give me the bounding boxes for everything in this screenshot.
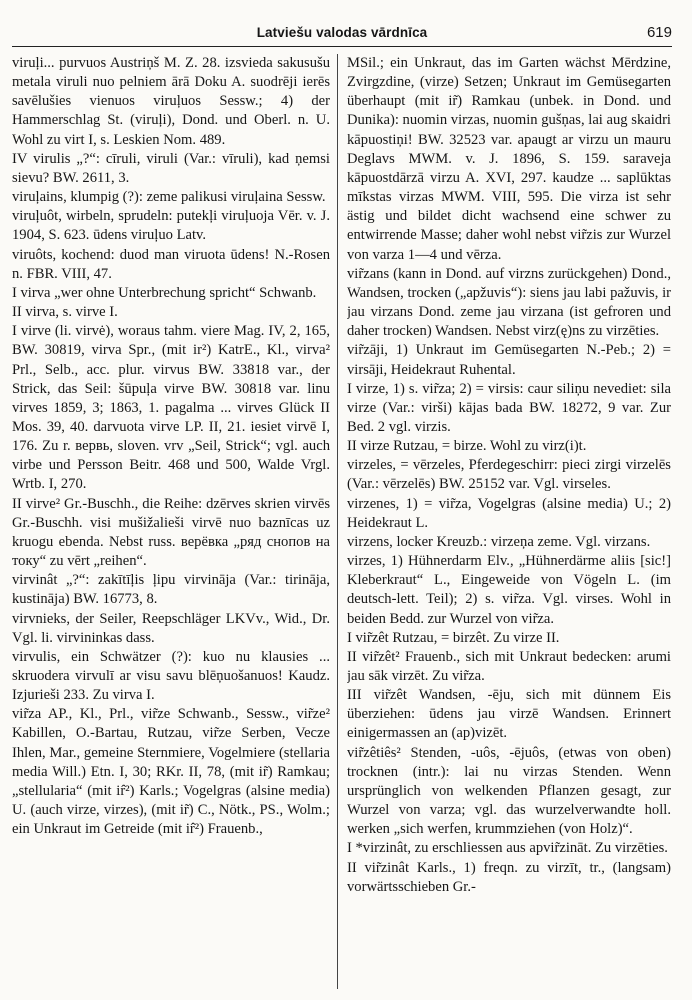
entry-virzaji: vir̃zāji, 1) Unkraut im Gemüsegarten N.-Peb.; 2) = virsāji, Heidekraut Ruhental. xyxy=(347,342,671,378)
entry-virvulis: virvulis, ein Schwätzer (?): kuo nu klausies ... skruodera virvulī ar visu savu blēņuošanuos! Kaudz. Izjurieši 233. Zu virva I. xyxy=(12,648,330,704)
left-column xyxy=(12,54,330,994)
entry-virza-cont: MSil.; ein Unkraut, das im Garten wächst Mērdzine, Zvirgzdine, (virze) Setzen; Unkraut im Gemüsegarten überhaupt (mit ir̃) Ramkau (unbek. in Dond. und Dunika): nuomin virzas, nuomin gušņas, lai aug skaidri kāpuostiņi! BW. 32523 var. apaugt ar virzu un mauru Deglavs MWM. v. J. 1896, S. 159. saraveja kāpuostdārzā virzu A. XVI, 297. kaudze ... saplūktas mīkstas virzas MWM. VIII, 595. Die virza ist sehr ästig und bildet dicht wachsend eine schwer zu entwirrende Masse; daher wohl nebst vir̃zis zur Wurzel von varza 1—4 und vērza. xyxy=(347,55,671,263)
running-title: Latviešu valodas vārdnīca xyxy=(256,25,428,40)
entry-i-virzinat: I *virzinât, zu erschliessen aus apvir̃zināt. Zu virzēties. xyxy=(347,840,668,857)
entry-ii-virze: II virze Rutzau, = birze. Wohl zu virz(i)t. xyxy=(347,438,587,455)
page-number: 619 xyxy=(646,24,672,41)
entry-viruots: viruôts, kochend: duod man viruota ūdens! N.-Rosen n. FBR. VIII, 47. xyxy=(12,246,330,282)
page-header xyxy=(12,22,672,47)
entry-i-virze: I virze, 1) s. vir̃za; 2) = virsis: caur siliņu nevediet: sila virze (Var.: virši) kājas bada BW. 18272, 9 var. Zur Bed. 2 vgl. virzis. xyxy=(347,380,671,435)
entry-i-virve: I virve (li. virvė), woraus tahm. viere Mag. IV, 2, 165, BW. 30819, virva Spr., (mit ir²) KatrE., Kl., virva² Prl., Selb., acc. plur. virvus BW. 33818 var., der Strick, das Seil: šūpuļa virve BW. 30818 var. linu virves 1859, 3; 1863, 1. pagalma ... virves Glück II Mos. 39, 40. darvuota virve LP. II, 21. iesiet virvē I, 176. Zu r. вервь, sloven. vrv „Seil, Strick“; vgl. auch virbe und Persson Beitr. 468 und 500, Walde Vrgl. Wrtb. I, 270. xyxy=(12,323,330,493)
entry-iv-virulis: IV virulis „?“: cīruli, viruli (Var.: vīruli), kad ņemsi sievu? BW. 2611, 3. xyxy=(12,150,330,186)
entry-i-virva: I virva „wer ohne Unterbrechung spricht“ Schwanb. xyxy=(12,284,317,301)
entry-virzeties: vir̃zêtiês² Stenden, -uôs, -ējuôs, (etwas von oben) trocknen (intr.): lai nu virzas Stenden. Wenn ursprünglich von welkenden Pflanzen gesagt, zur Wurzel von varza; vgl. das wurzelverwandte holl. werken „sich werfen, krummziehen (von Holz)“. xyxy=(347,744,671,838)
entry-viruluot: viruļuôt, wirbeln, sprudeln: putekļi viruļuoja Vēr. v. J. 1904, S. 623. ūdens viruļuo Latv. xyxy=(12,208,330,244)
entry-virvinat: virvinât „?“: zakītīļis ļipu virvināja (Var.: tirināja, kustināja) BW. 16773, 8. xyxy=(12,572,330,608)
entry-ii-virzet: II vir̃zêt² Frauenb., sich mit Unkraut bedecken: arumi jau sāk virzēt. Zu vir̃za. xyxy=(347,648,671,684)
entry-ii-virzinat: II vir̃zinât Karls., 1) freqn. zu virzīt, tr., (langsam) vorwärtsschieben Gr.- xyxy=(347,859,671,895)
entry-ii-virva: II virva, s. virve I. xyxy=(12,304,118,321)
entry-virzens: virzens, locker Kreuzb.: virzeņa zeme. Vgl. virzans. xyxy=(347,533,651,550)
right-column xyxy=(347,54,671,994)
entry-virulains: viruļains, klumpig (?): zeme palikusi viruļaina Sessw. xyxy=(12,189,326,206)
entry-virzans: vir̃zans (kann in Dond. auf virzns zurückgehen) Dond., Wandsen, trocken („apžuvis“): siens jau labi pažuvis, ir jau virzans Dond. zeme jau virzana (ist gefroren und daher trocken) Wandsen. Nebst virz(ę)ns zu virzēties. xyxy=(347,265,671,340)
entry-virvnieks: virvnieks, der Seiler, Reepschläger LKVv., Wid., Dr. Vgl. li. virvininkas dass. xyxy=(12,610,330,646)
entry-virzeles: virzeles, = vērzeles, Pferdegeschirr: pieci zirgi virzelēs (Var.: vērzelēs) BW. 25152 var. Vgl. virseles. xyxy=(347,457,671,493)
entry-virzenes: virzenes, 1) = vir̃za, Vogelgras (alsine media) U.; 2) Heidekraut L. xyxy=(347,495,671,531)
entry-viruli-cont: viruļi... purvuos Austriņš M. Z. 28. izsvieda sakusušu metala viruli nuo pelniem ārā Doku A. suodrēji ierēs savēlušies vienuos viruļuos Sessw.; 4) der Hammerschlag St. (viruļi), Dond. und Oberl. n. U. Wohl zu virt I, s. Leskien Nom. 489. xyxy=(12,55,330,148)
entry-virza: vir̃za AP., Kl., Prl., vir̃ze Schwanb., Sessw., vir̃ze² Kabillen, O.-Bartau, Rutzau, vir̃ze Serben, Vecze Ihlen, Mar., gemeine Sternmiere, Vogelmiere (stellaria media Will.) Etn. I, 30; RKr. II, 78, (mit ir̃) Ramkau; „stellularia“ (mit ir̂²) Karls.; Vogelgras (alsine media) U. (auch virze, virzes), (mit ir̃) C., Nötk., PS., Wolm.; ein Unkraut im Getreide (mit ir̂²) Frauenb., xyxy=(12,706,330,838)
entry-virzes: virzes, 1) Hühnerdarm Elv., „Hühnerdärme aliis [sic!] Kleberkraut“ L., Eingeweide von Vögeln L. (im deutsch-lett. Teil); 2) s. vir̃za. Vgl. virses. Wohl in beiden Bedd. zur Wurzel von vir̃za. xyxy=(347,553,671,627)
entry-ii-virve: II virve² Gr.-Buschh., die Reihe: dzērves skrien virvēs Gr.-Buschh. visi mušižalieši virvē nuo baznīcas uz kruogu ebenda. Nebst russ. верёвка „ряд снопов на току“ zu vērt „reihen“. xyxy=(12,495,330,570)
column-divider xyxy=(337,54,338,989)
entry-iii-virzet: III vir̃zêt Wandsen, -ēju, sich mit dünnem Eis überziehen: ūdens jau virzē Wandsen. Erinnert einigermassen an (ap)vizēt. xyxy=(347,687,671,742)
entry-i-virzet: I vir̃zêt Rutzau, = birzêt. Zu virze II. xyxy=(347,629,560,646)
